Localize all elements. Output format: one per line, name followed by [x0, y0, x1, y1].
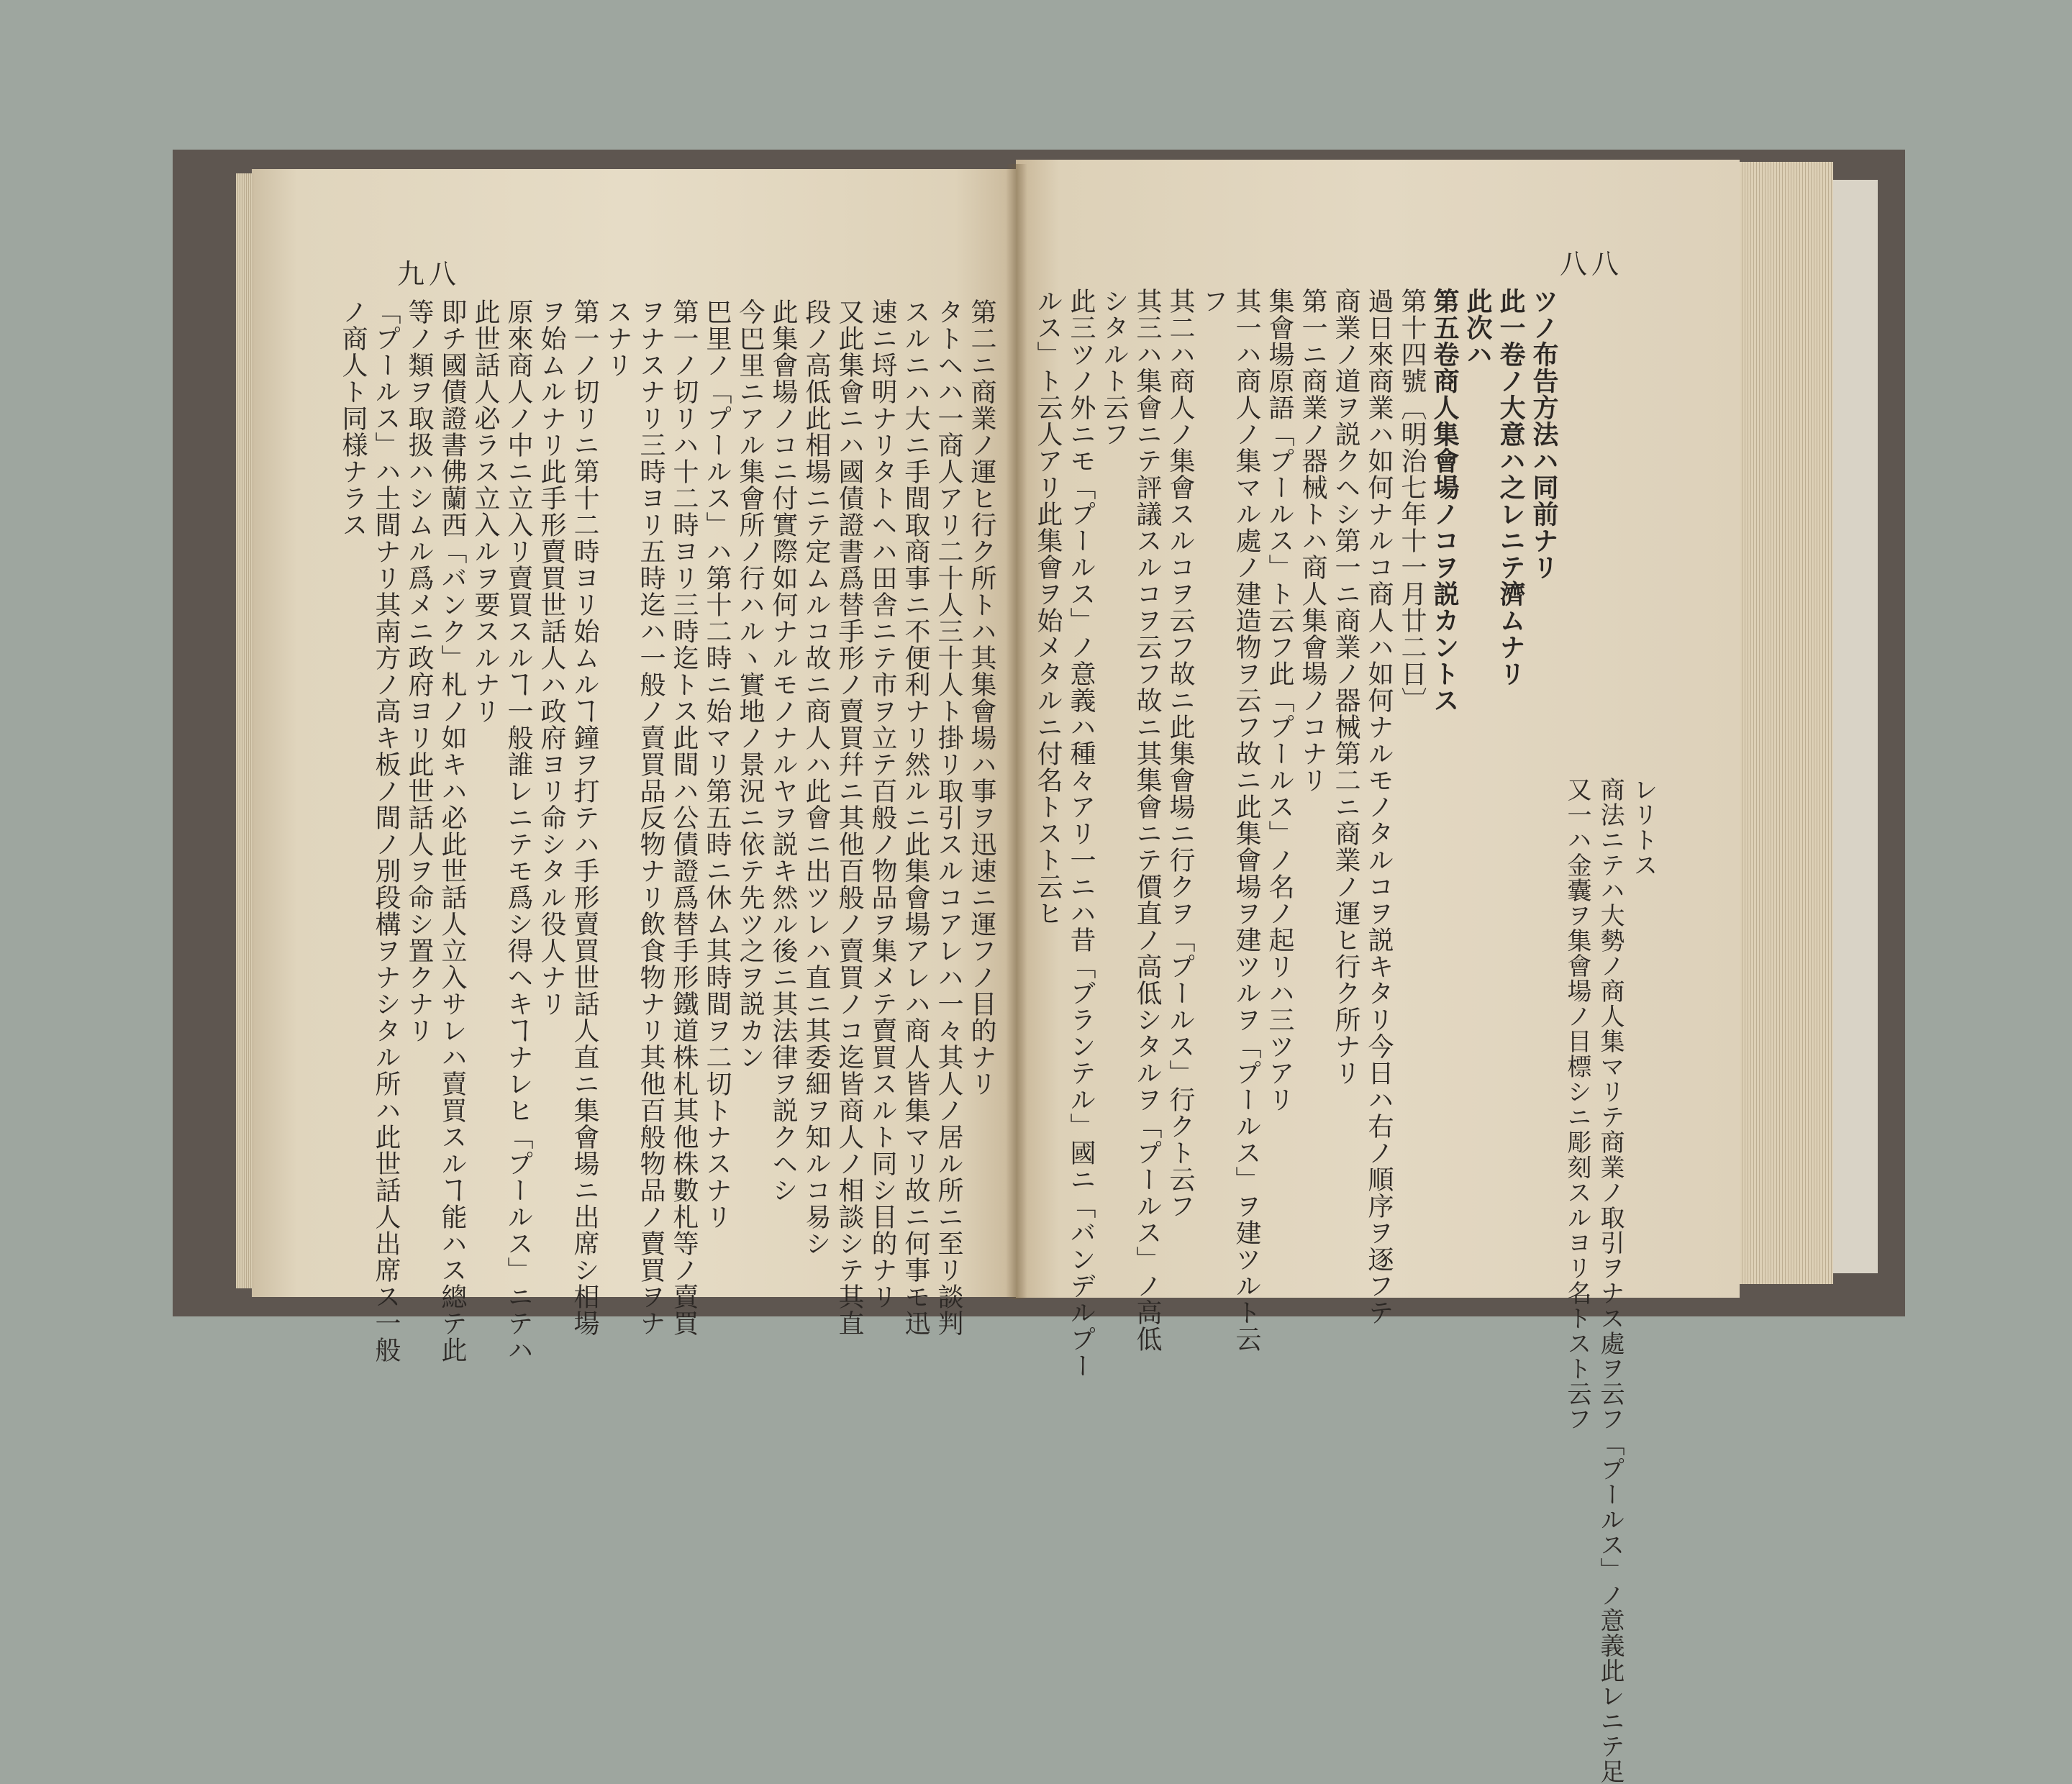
endpaper — [1833, 180, 1878, 1273]
text-column: スルニハ大ニ手間取商事ニ不便利ナリ然ルニ此集會場アレハ商人皆集マリ故ニ何事モ迅 — [901, 299, 930, 1337]
text-column: 第一ノ切リハ十二時ヨリ三時迄トス此間ハ公債證爲替手形鐵道株札其他株數札等ノ賣買 — [669, 299, 699, 1337]
text-column: 又此集會ニハ國債證書爲替手形ノ賣買幷ニ其他百般ノ賣買ノコ迄皆商人ノ相談シテ其直 — [835, 299, 864, 1337]
text-column: 此世話人必ラス立入ルヲ要スルナリ — [471, 299, 500, 724]
text-column: 原來商人ノ中ニ立入リ賣買スルヿ一般誰レニテモ爲シ得ヘキヿナレヒ「プールス」ニテハ — [504, 299, 533, 1363]
page-edges — [1740, 162, 1833, 1284]
text-column: 即チ國債證書佛蘭西「バンク」札ノ如キハ必此世話人立入サレハ賣買スルヿ能ハス總テ此 — [437, 299, 467, 1363]
text-column: 商法ニテハ大勢ノ商人集マリテ商業ノ取引ヲナス處ヲ云フ「プールス」ノ意義此レニテ足 — [1596, 777, 1625, 1784]
text-column: 第一ノ切リニ第十二時ヨリ始ムルヿ鐘ヲ打テハ手形賣買世話人直ニ集會場ニ出席シ相場 — [570, 299, 599, 1337]
text-column: ツノ布告方法ハ同前ナリ — [1529, 288, 1559, 581]
text-column: 等ノ類ヲ取扱ハシムル爲メニ政府ヨリ此世話人ヲ命シ置クナリ — [404, 299, 434, 1044]
text-column: レリトス — [1629, 777, 1658, 878]
text-column: 其三ハ集會ニテ評議スルコヲ云フ故ニ其集會ニテ價直ノ高低シタルヲ「プールス」ノ高低 — [1132, 288, 1162, 1352]
text-column: 第二ニ商業ノ運ヒ行ク所トハ其集會場ハ事ヲ迅速ニ運フノ目的ナリ — [967, 299, 996, 1097]
text-column: 過日來商業ハ如何ナルコ商人ハ如何ナルモノタルコヲ説キタリ今日ハ右ノ順序ヲ逐フテ — [1364, 288, 1394, 1326]
text-column: スナリ — [603, 299, 632, 378]
text-column: ヲナスナリ三時ヨリ五時迄ハ一般ノ賣買品反物ナリ飲食物ナリ其他百般物品ノ賣買ヲナ — [636, 299, 665, 1337]
text-column: フ — [1199, 288, 1228, 314]
text-column: 速ニ埒明ナリタトヘハ田舎ニテ市ヲ立テ百般ノ物品ヲ集メテ賣買スルト同シ目的ナリ — [868, 299, 897, 1310]
text-column: シタルト云フ — [1099, 288, 1129, 447]
left-page-number: 九八 — [397, 258, 461, 290]
text-column: ヲ始ムルナリ此手形賣買世話人ハ政府ヨリ命シタル役人ナリ — [537, 299, 566, 1017]
text-column: ノ商人ト同様ナラス — [338, 299, 368, 538]
text-column: 又一ハ金囊ヲ集會場ノ目標シニ彫刻スルヨリ名トスト云フ — [1563, 777, 1591, 1432]
text-column: 集會場原語「プールス」ト云フ此「プールス」ノ名ノ起リハ三ツアリ — [1265, 288, 1294, 1113]
text-column: 此集會場ノコニ付實際如何ナルモノナルヤヲ説キ然ル後ニ其法律ヲ説クヘシ — [768, 299, 798, 1203]
text-column: 巴里ノ「プールス」ハ第十二時ニ始マリ第五時ニ休ム其時間ヲ二切トナスナリ — [702, 299, 732, 1230]
text-column: 第一ニ商業ノ器械トハ商人集會場ノコナリ — [1298, 288, 1327, 793]
text-column: 第十四號〔明治七年十一月廿二日〕 — [1397, 288, 1427, 714]
text-column: 商業ノ道ヲ説クヘシ第一ニ商業ノ器械第二ニ商業ノ運ヒ行ク所ナリ — [1331, 288, 1360, 1086]
text-column: 此三ツノ外ニモ「プールス」ノ意義ハ種々アリ一ニハ昔「ブランテル」國ニ「バンデルプー — [1066, 288, 1096, 1379]
text-column: ルス」ト云人アリ此集會ヲ始メタルニ付名トスト云ヒ — [1033, 288, 1063, 927]
book-gutter — [1006, 164, 1027, 1299]
text-column: 「プールス」ハ土間ナリ其南方ノ高キ板ノ間ノ別段構ヲナシタル所ハ此世話人出席ス一般 — [371, 299, 401, 1363]
right-page-number: 八八 — [1560, 248, 1624, 280]
text-column: 段ノ高低此相場ニテ定ムルコ故ニ商人ハ此會ニ出ツレハ直ニ其委細ヲ知ルコ易シ — [801, 299, 831, 1257]
text-column: タトヘハ一商人アリ二十人三十人ト掛リ取引スルコアレハ一々其人ノ居ル所ニ至リ談判 — [934, 299, 963, 1337]
text-column: 今巴里ニアル集會所ノ行ハルヽ實地ノ景況ニ依テ先ツ之ヲ説カン — [735, 299, 765, 1070]
text-column: 其一ハ商人ノ集マル處ノ建造物ヲ云フ故ニ此集會場ヲ建ツルヲ「プールス」ヲ建ツルト云 — [1232, 288, 1261, 1352]
text-column: 此一卷ノ大意ハ之レニテ濟ムナリ — [1496, 288, 1526, 687]
text-column: 其二ハ商人ノ集會スルコヲ云フ故ニ此集會場ニ行クヲ「プールス」行クト云フ — [1166, 288, 1195, 1219]
text-column: 此次ハ — [1463, 288, 1493, 368]
text-column: 第五卷商人集會場ノコヲ説カントス — [1430, 288, 1460, 714]
